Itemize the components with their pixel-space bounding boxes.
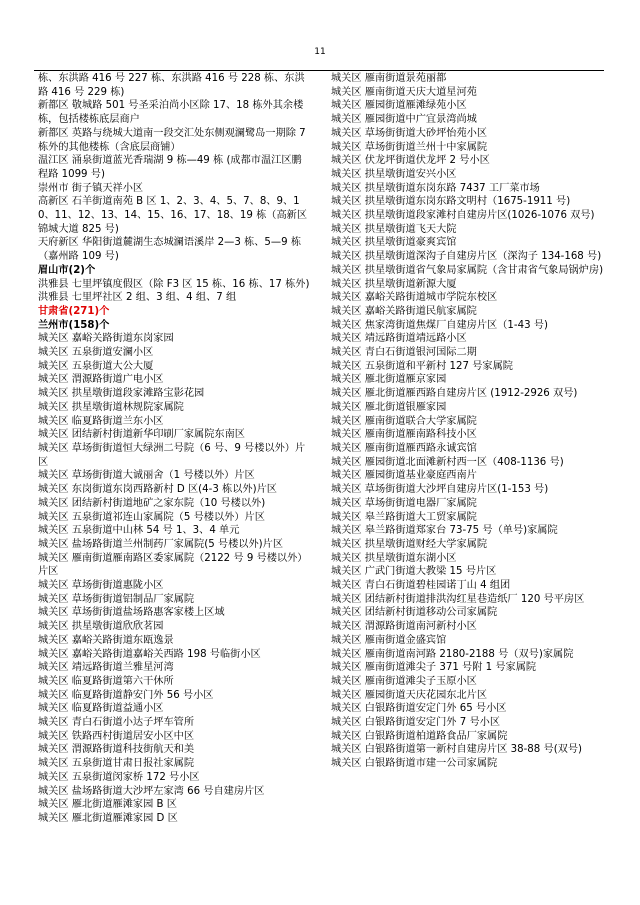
list-entry: 崇州市 街子镇天祥小区 bbox=[38, 182, 144, 194]
list-entry: 城关区 皋兰路街道大工贸家属院 bbox=[331, 511, 477, 523]
list-entry: 城关区 雁南街道联合大学家属院 bbox=[331, 415, 477, 427]
list-entry: 城关区 嘉峪关路街道东瓯逸景 bbox=[38, 634, 174, 646]
list-entry: 城关区 团结新村街道新华印刷厂家属院东南区 bbox=[38, 429, 245, 441]
list-entry: 城关区 五泉街道祁连山家属院（5 号楼以外）片区 bbox=[38, 511, 265, 523]
list-entry: 城关区 草场街街道盐场路惠客家楼上区域 bbox=[38, 607, 225, 619]
list-entry: 城关区 临夏路街道益通小区 bbox=[38, 703, 164, 715]
list-entry: 城关区 五泉街道闵家桥 172 号小区 bbox=[38, 771, 200, 783]
list-entry: 城关区 草场街街道大诚丽舍（1 号楼以外）片区 bbox=[38, 470, 255, 482]
list-entry: 城关区 拱星墩街道东岗东路文明村（1675-1911 号) bbox=[331, 196, 571, 208]
list-entry: 城关区 雁北街道雁滩家园 B 区 bbox=[38, 799, 177, 811]
list-entry: 城关区 雁南街道景苑丽都 bbox=[331, 73, 447, 84]
header-rule bbox=[34, 70, 604, 71]
list-entry: 城关区 雁南街道南河路 2180-2188 号（双号)家属院 bbox=[331, 648, 574, 660]
list-entry: 城关区 广武门街道大教梁 15 号片区 bbox=[331, 566, 497, 578]
page-number: 11 bbox=[314, 47, 326, 57]
list-entry: 城关区 五泉街道甘肃日报社家属院 bbox=[38, 758, 195, 770]
list-entry: 城关区 白银路街道柏道路食品厂家属院 bbox=[331, 730, 508, 742]
list-entry: 城关区 雁南街道天庆大道星河苑 bbox=[331, 86, 477, 98]
list-entry: 洪雅县 七里坪社区 2 组、3 组、4 组、7 组 bbox=[38, 292, 237, 304]
list-entry: 城关区 皋兰路街道郑家台 73-75 号（单号)家属院 bbox=[331, 525, 558, 537]
list-entry: 城关区 团结新村街道地矿之家东院（10 号楼以外) bbox=[38, 497, 266, 509]
list-entry: 城关区 草场街街道铝制品厂家属院 bbox=[38, 593, 195, 605]
list-entry: 城关区 雁北街道雁京家园 bbox=[331, 374, 447, 386]
list-entry: 城关区 嘉峪关路街道民航家属院 bbox=[331, 305, 477, 317]
list-entry: 城关区 嘉峪关路街道东岗家园 bbox=[38, 333, 174, 345]
list-entry: 城关区 草场街街道惠陇小区 bbox=[38, 580, 164, 592]
list-entry: 城关区 拱星墩街道财经大学家属院 bbox=[331, 538, 488, 550]
list-entry: 城关区 雁北街道雁滩家园 D 区 bbox=[38, 812, 178, 824]
list-entry: 城关区 雁园街道北面滩新村西一区（408-1136 号) bbox=[331, 456, 564, 468]
list-entry: 城关区 雁园街道中广宜景湾尚城 bbox=[331, 114, 477, 126]
list-entry: 城关区 白银路街道安定门外 65 号小区 bbox=[331, 703, 507, 715]
list-entry: 城关区 伏龙坪街道伏龙坪 2 号小区 bbox=[331, 155, 490, 167]
list-entry: 城关区 焦家湾街道焦煤厂自建房片区（1-43 号) bbox=[331, 319, 548, 331]
right-column bbox=[331, 72, 607, 771]
list-entry: 城关区 拱星墩街道新源大厦 bbox=[331, 278, 457, 290]
list-entry: 城关区 五泉街道中山林 54 号 1、3、4 单元 bbox=[38, 525, 240, 537]
list-entry: 城关区 团结新村街道排洪沟红星巷造纸厂 120 号平房区 bbox=[331, 593, 585, 605]
list-entry: 城关区 青白石街道银河国际二期 bbox=[331, 347, 477, 359]
section-heading: 甘肃省(271)个 bbox=[38, 305, 110, 317]
section-heading: 兰州市(158)个 bbox=[38, 319, 110, 331]
list-entry: 城关区 拱星墩街道省气象局家属院（含甘肃省气象局锅炉房) bbox=[331, 264, 604, 276]
list-entry: 天府新区 华阳街道麓湖生态城澜语溪岸 2—3 栋、5—9 栋（嘉州路 109 号) bbox=[38, 237, 302, 263]
list-entry: 城关区 雁园街道天庆花园东北片区 bbox=[331, 689, 488, 701]
list-entry: 城关区 青白石街道碧桂园诺丁山 4 组团 bbox=[331, 580, 511, 592]
list-entry: 城关区 临夏路街道兰东小区 bbox=[38, 415, 164, 427]
list-entry: 城关区 拱星墩街道豪爽宾馆 bbox=[331, 237, 457, 249]
list-entry: 城关区 雁南街道金盛宾馆 bbox=[331, 634, 447, 646]
list-entry: 城关区 拱星墩街道欣欣茗园 bbox=[38, 621, 164, 633]
list-entry: 高新区 石羊街道南苑 B 区 1、2、3、4、5、7、8、9、10、11、12、13、14、15、16、17、18、19 栋（高新区锦城大道 825 号) bbox=[38, 196, 308, 235]
left-column bbox=[38, 72, 310, 826]
list-entry: 城关区 草场街街道兰州十中家属院 bbox=[331, 141, 488, 153]
list-entry: 城关区 五泉街道安澜小区 bbox=[38, 347, 154, 359]
list-entry: 城关区 拱星墩街道安兴小区 bbox=[331, 168, 457, 180]
list-entry: 栋、东洪路 416 号 227 栋、东洪路 416 号 228 栋、东洪路 416 号 229 栋) bbox=[38, 73, 305, 98]
list-entry: 温江区 涌泉街道蓝光香瑞湖 9 栋—49 栋 (成都市温江区鹏程路 1099 号) bbox=[38, 155, 302, 180]
list-entry: 洪雅县 七里坪镇度假区（除 F3 区 15 栋、16 栋、17 栋外) bbox=[38, 278, 310, 290]
list-entry: 城关区 草场街街道恒大绿洲二号院（6 号、9 号楼以外）片区 bbox=[38, 442, 306, 468]
list-entry: 城关区 东岗街道东岗西路新村 D 区(4-3 栋以外)片区 bbox=[38, 484, 277, 496]
section-heading: 眉山市(2)个 bbox=[38, 264, 96, 276]
list-entry: 城关区 雁南街道雁南路科技小区 bbox=[331, 429, 477, 441]
list-entry: 城关区 雁园街道雁滩绿苑小区 bbox=[331, 100, 467, 112]
list-entry: 新都区 敬城路 501 号圣采泊尚小区除 17、18 栋外其余楼栋，包括楼栋底层商户 bbox=[38, 100, 304, 126]
list-entry: 城关区 拱星墩街道深沟子自建房片区（深沟子 134-168 号) bbox=[331, 251, 602, 263]
list-entry: 城关区 渭源路街道南河新村小区 bbox=[331, 621, 477, 633]
list-entry: 城关区 盐场路街道大沙坪左家湾 66 号自建房片区 bbox=[38, 785, 265, 797]
list-entry: 城关区 雁南街道滩尖子玉原小区 bbox=[331, 675, 477, 687]
list-entry: 城关区 拱星墩街道段家滩路宝影花园 bbox=[38, 388, 205, 400]
list-entry: 城关区 草场街街道电器厂家属院 bbox=[331, 497, 477, 509]
list-entry: 城关区 青白石街道小达子坪车管所 bbox=[38, 717, 195, 729]
list-entry: 城关区 嘉峪关路街道城市学院东校区 bbox=[331, 292, 498, 304]
list-entry: 城关区 渭源路街道广电小区 bbox=[38, 374, 164, 386]
list-entry: 城关区 草场街街道大沙坪自建房片区(1-153 号) bbox=[331, 484, 549, 496]
list-entry: 城关区 白银路街道安定门外 7 号小区 bbox=[331, 717, 501, 729]
list-entry: 城关区 团结新村街道移动公司家属院 bbox=[331, 607, 498, 619]
list-entry: 城关区 临夏路街道静安门外 56 号小区 bbox=[38, 689, 214, 701]
list-entry: 城关区 靖远路街道靖远路小区 bbox=[331, 333, 467, 345]
list-entry: 城关区 拱星墩街道东湖小区 bbox=[331, 552, 457, 564]
list-entry: 城关区 五泉街道和平新村 127 号家属院 bbox=[331, 360, 513, 372]
list-entry: 城关区 雁园街道基业豪庭西南片 bbox=[331, 470, 477, 482]
list-entry: 城关区 铁路西村街道居安小区中区 bbox=[38, 730, 195, 742]
list-entry: 城关区 靖远路街道兰雅星河湾 bbox=[38, 662, 174, 674]
list-entry: 城关区 雁南街道滩尖子 371 号附 1 号家属院 bbox=[331, 662, 537, 674]
list-entry: 城关区 拱星墩街道林规院家属院 bbox=[38, 401, 184, 413]
list-entry: 城关区 拱星墩街道飞天大院 bbox=[331, 223, 457, 235]
list-entry: 城关区 临夏路街道第六干休所 bbox=[38, 675, 174, 687]
list-entry: 城关区 拱星墩街道东岗东路 7437 工厂菜市场 bbox=[331, 182, 540, 194]
list-entry: 新都区 英路与绕城大道南一段交汇处东侧观澜鹭岛一期除 7 栋外的其他楼栋（含底层商铺） bbox=[38, 127, 306, 153]
list-entry: 城关区 雁南街道雁西路永诚宾馆 bbox=[331, 442, 477, 454]
list-entry: 城关区 白银路街道市建一公司家属院 bbox=[331, 758, 498, 770]
list-entry: 城关区 雁北街道银雁家园 bbox=[331, 401, 447, 413]
list-entry: 城关区 拱星墩街道段家滩村自建房片区(1026-1076 双号) bbox=[331, 210, 595, 222]
list-entry: 城关区 嘉峪关路街道嘉峪关西路 198 号临街小区 bbox=[38, 648, 261, 660]
list-entry: 城关区 雁南街道雁南路区委家属院（2122 号 9 号楼以外）片区 bbox=[38, 552, 308, 578]
list-entry: 城关区 白银路街道第一新村自建房片区 38-88 号(双号) bbox=[331, 744, 583, 756]
list-entry: 城关区 草场街街道大砂坪怡苑小区 bbox=[331, 127, 488, 139]
list-entry: 城关区 渭源路街道科技街航天和美 bbox=[38, 744, 195, 756]
list-entry: 城关区 雁北街道雁西路自建房片区 (1912-2926 双号) bbox=[331, 388, 578, 400]
list-entry: 城关区 五泉街道大公大厦 bbox=[38, 360, 154, 372]
list-entry: 城关区 盐场路街道兰州制药厂家属院(5 号楼以外)片区 bbox=[38, 538, 284, 550]
